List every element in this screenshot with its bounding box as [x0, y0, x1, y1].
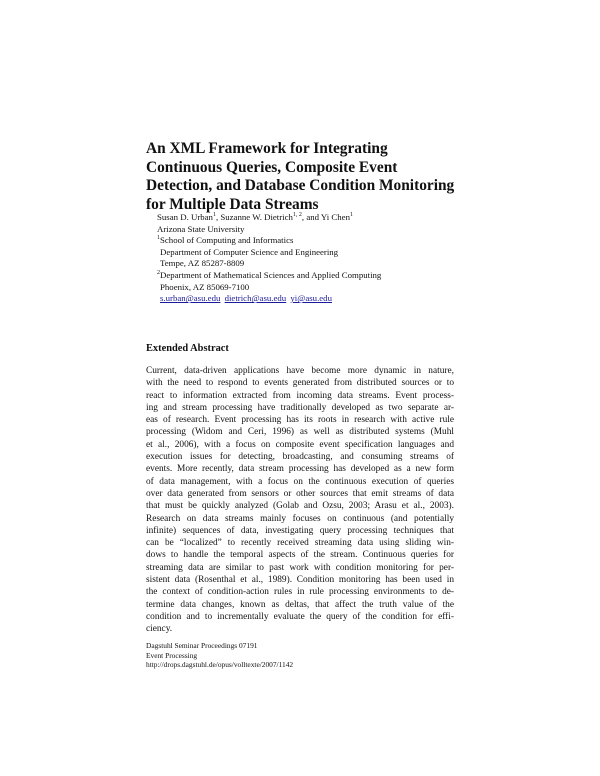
abstract-line: eas of research. Event processing has its roots in research with active rule — [146, 415, 454, 426]
abstract-line: events. More recently, data stream processing has developed as a new form — [146, 464, 454, 475]
university: Arizona State University — [157, 223, 245, 234]
title-line: for Multiple Data Streams — [146, 195, 319, 213]
email-list — [157, 293, 477, 305]
abstract-line: with the need to respond to events generated from distributed sources or to — [146, 378, 454, 389]
abstract-line: ing and stream processing have traditionally developed as two separate ar- — [146, 402, 454, 413]
abstract-line: can be “localized” to recently received streaming data using sliding win- — [146, 538, 454, 549]
affiliation-mark: 1 — [157, 235, 160, 242]
affiliation-address: Phoenix, AZ 85069-7100 — [160, 281, 250, 292]
author-block — [157, 212, 477, 305]
title-line: Continuous Queries, Composite Event — [146, 158, 398, 176]
email-link[interactable]: s.urban@asu.edu — [160, 293, 221, 304]
affiliation-mark: 1 — [349, 212, 353, 219]
section-heading: Extended Abstract — [146, 343, 229, 354]
author-name: , Suzanne W. Dietrich — [215, 212, 293, 222]
affiliation-department: Department of Mathematical Sciences and Applied Computing — [160, 269, 382, 280]
affiliation-school: School of Computing and Informatics — [160, 235, 294, 246]
affiliation-mark: 1 — [212, 212, 216, 219]
title-line: Detection, and Database Condition Monitoring — [146, 177, 455, 194]
abstract-line: infinite) sequences of data, investigating query processing techniques that — [146, 525, 454, 536]
abstract-line: react to information extracted from incoming data streams. Event process- — [146, 390, 454, 401]
abstract-line: et al., 2006), with a focus on composite event specification languages and — [146, 439, 454, 450]
affiliation-address: Tempe, AZ 85287-8809 — [160, 258, 245, 269]
title-line: An XML Framework for Integrating — [146, 140, 388, 157]
affiliation-mark: 2 — [157, 270, 160, 277]
author-names — [157, 212, 477, 224]
abstract-line: condition and to incrementally evaluate the query of the condition for effi- — [146, 611, 454, 622]
abstract-line: Research on data streams mainly focuses on continuous (and potentially — [146, 513, 454, 524]
abstract-line: streaming data are similar to past work with condition monitoring for per- — [146, 562, 454, 573]
abstract-line: termine data changes, known as deltas, that affect the truth value of the — [146, 599, 454, 610]
footer-proceedings: Dagstuhl Seminar Proceedings 07191 — [146, 641, 258, 650]
abstract-line: Current, data-driven applications have become more dynamic in nature, — [146, 366, 454, 376]
page-footer — [146, 641, 446, 670]
footer-url: http://drops.dagstuhl.de/opus/volltexte/2007/1142 — [146, 660, 294, 670]
paper-title — [146, 140, 466, 214]
footer-event: Event Processing — [146, 650, 198, 660]
abstract-line: of data management, with a focus on the continuous execution of queries — [146, 476, 454, 487]
author-name: Susan D. Urban — [157, 212, 213, 222]
abstract-line: sistent data (Rosenthal et al., 1989). Condition monitoring has been used in — [146, 575, 454, 586]
abstract-line: ciency. — [146, 624, 173, 635]
author-name: , and Yi Chen — [301, 212, 350, 222]
affiliation-2 — [157, 270, 477, 282]
abstract-line: over data generated from sensors or other sources that emit streams of data — [146, 488, 454, 499]
affiliation-mark: 1, 2 — [292, 212, 302, 219]
affiliation-department: Department of Computer Science and Engineering — [160, 246, 339, 257]
abstract-line: execution issues for detecting, broadcasting, and consuming streams of — [146, 452, 454, 463]
affiliation-1 — [157, 235, 477, 247]
email-link[interactable]: dietrich@asu.edu — [224, 293, 287, 304]
abstract-line: processing (Widom and Ceri, 1996) as well as distributed systems (Muhl — [146, 427, 454, 438]
abstract-line: that must be quickly analyzed (Golab and Ozsu, 2003; Arasu et al., 2003). — [146, 501, 454, 512]
email-link[interactable]: yi@asu.edu — [290, 293, 332, 304]
abstract-body — [146, 365, 454, 636]
abstract-line: the context of condition-action rules in rule processing environments to de- — [146, 587, 454, 598]
abstract-line: dows to handle the temporal aspects of the stream. Continuous queries for — [146, 550, 454, 561]
